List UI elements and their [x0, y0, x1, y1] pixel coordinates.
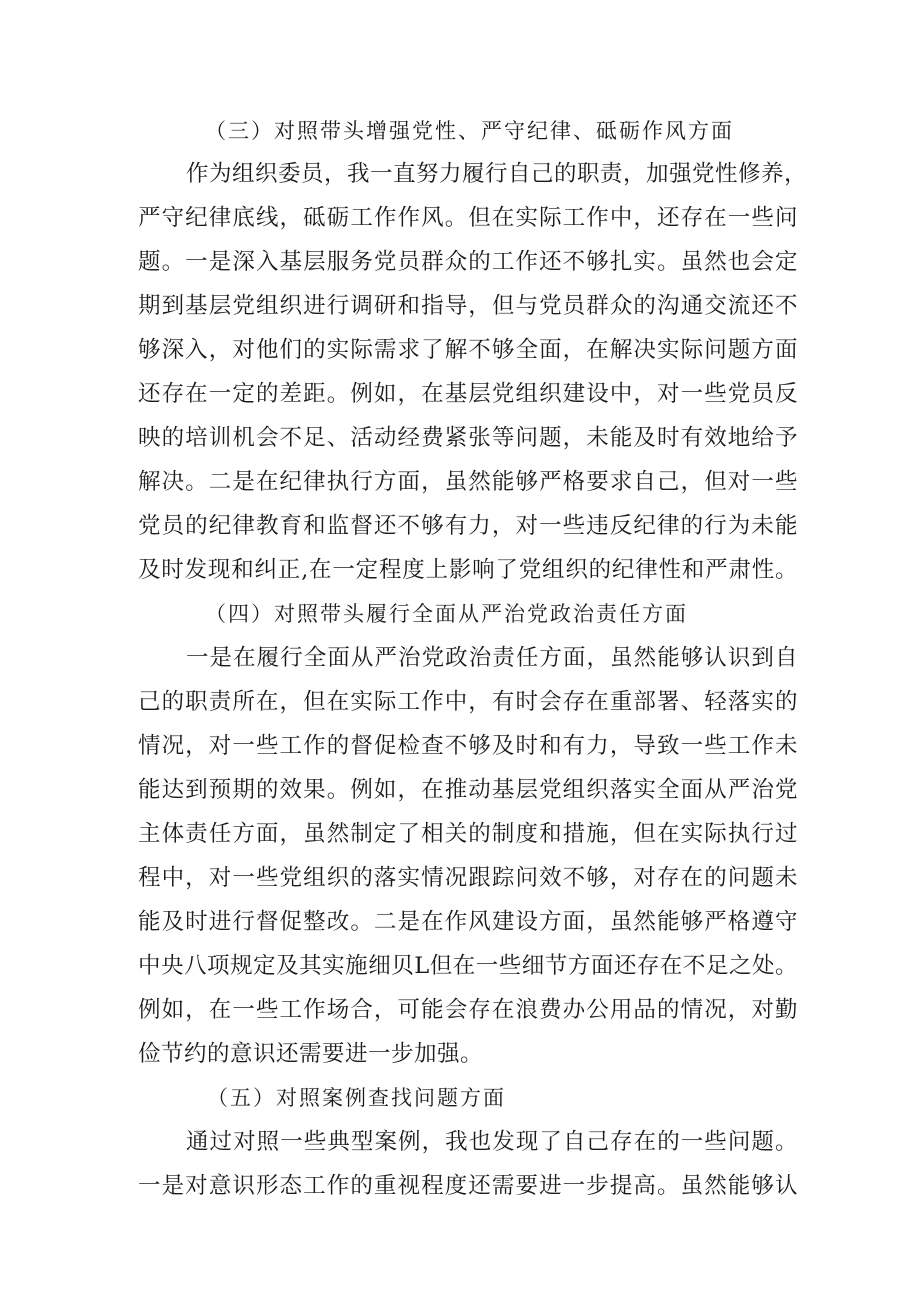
- paragraph-line: 己的职责所在，但在实际工作中，有时会存在重部署、轻落实的: [138, 689, 798, 715]
- paragraph-line: 作为组织委员，我一直努力履行自己的职责，加强党性修养，: [186, 161, 808, 187]
- section-heading-3: （三）对照带头增强党性、严守纪律、砥砺作风方面: [205, 119, 734, 143]
- paragraph-line: 主体责任方面，虽然制定了相关的制度和措施，但在实际执行过: [138, 821, 798, 847]
- section-heading-4: （四）对照带头履行全面从严治党政治责任方面: [205, 602, 688, 626]
- paragraph-line: 通过对照一些典型案例，我也发现了自己存在的一些问题。: [186, 1129, 798, 1155]
- paragraph-line: 党员的纪律教育和监督还不够有力，对一些违反纪律的行为未能: [138, 513, 798, 539]
- paragraph-line: 能达到预期的效果。例如，在推动基层党组织落实全面从严治党: [138, 777, 798, 803]
- paragraph-line: 及时发现和纠正,在一定程度上影响了党组织的纪律性和严肃性。: [138, 557, 798, 583]
- paragraph-line: 能及时进行督促整改。二是在作风建设方面，虽然能够严格遵守: [138, 909, 798, 935]
- section-heading-5: （五）对照案例查找问题方面: [207, 1086, 506, 1110]
- paragraph-line: 情况，对一些工作的督促检查不够及时和有力，导致一些工作未: [138, 733, 798, 759]
- paragraph-line: 解决。二是在纪律执行方面，虽然能够严格要求自己，但对一些: [138, 469, 798, 495]
- paragraph-line: 题。一是深入基层服务党员群众的工作还不够扎实。虽然也会定: [138, 249, 798, 275]
- paragraph-line: 映的培训机会不足、活动经费紧张等问题，未能及时有效地给予: [138, 425, 798, 451]
- paragraph-line: 够深入，对他们的实际需求了解不够全面，在解决实际问题方面: [138, 337, 798, 363]
- paragraph-line: 还存在一定的差距。例如，在基层党组织建设中，对一些党员反: [138, 381, 798, 407]
- paragraph-line: 一是对意识形态工作的重视程度还需要进一步提高。虽然能够认: [138, 1173, 798, 1199]
- paragraph-line: 期到基层党组织进行调研和指导，但与党员群众的沟通交流还不: [138, 293, 798, 319]
- paragraph-line: 程中，对一些党组织的落实情况跟踪问效不够，对存在的问题未: [138, 865, 798, 891]
- paragraph-line: 例如，在一些工作场合，可能会存在浪费办公用品的情况，对勤: [138, 997, 798, 1023]
- paragraph-line: 一是在履行全面从严治党政治责任方面，虽然能够认识到自: [186, 645, 798, 671]
- paragraph-line: 严守纪律底线，砥砺工作作风。但在实际工作中，还存在一些问: [138, 205, 798, 231]
- paragraph-line: 中央八项规定及其实施细贝L但在一些细节方面还存在不足之处。: [138, 953, 798, 979]
- paragraph-line: 俭节约的意识还需要进一步加强。: [138, 1041, 484, 1067]
